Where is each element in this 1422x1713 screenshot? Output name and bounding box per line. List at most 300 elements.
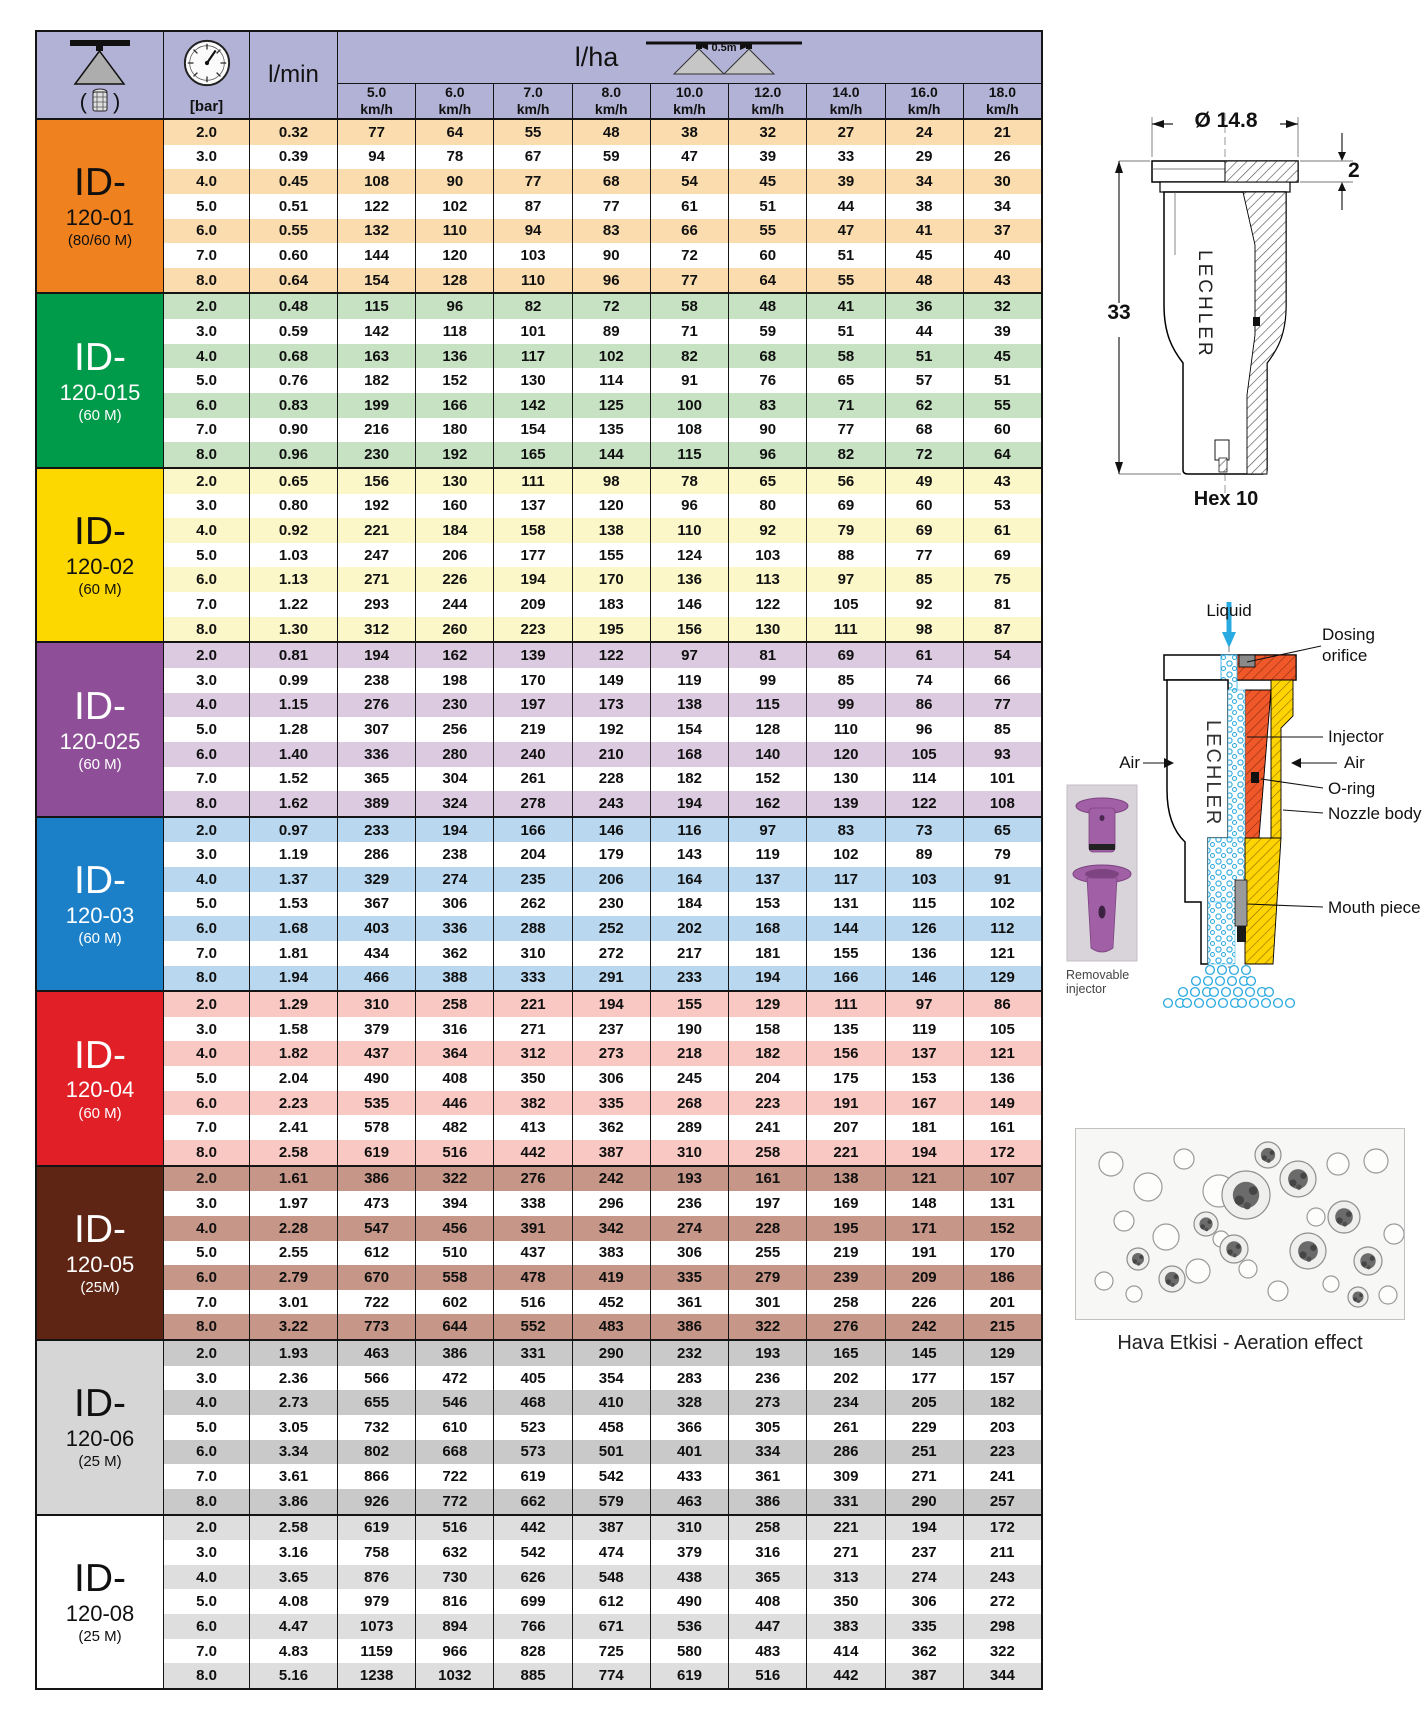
application-rate-value: 51 (728, 194, 806, 219)
application-rate-value: 32 (728, 120, 806, 145)
application-rate-value: 232 (650, 1341, 728, 1366)
application-rate-value: 490 (650, 1589, 728, 1614)
application-rate-value: 101 (493, 319, 571, 344)
flow-value: 1.19 (249, 842, 337, 867)
mouth-piece-label: Mouth piece (1328, 898, 1421, 917)
application-rate-value: 120 (806, 742, 884, 767)
application-rate-value: 828 (493, 1639, 571, 1664)
application-rate-value: 244 (415, 592, 493, 617)
application-rate-value: 364 (415, 1041, 493, 1066)
data-row (163, 867, 1041, 892)
application-rate-value: 192 (415, 442, 493, 467)
pressure-value: 7.0 (163, 1464, 249, 1489)
data-row (163, 966, 1041, 991)
application-rate-value: 177 (493, 543, 571, 568)
application-rate-value: 335 (885, 1614, 963, 1639)
application-rate-value: 408 (728, 1589, 806, 1614)
application-rate-value: 78 (415, 145, 493, 170)
application-rate-value: 558 (415, 1265, 493, 1290)
nozzle-tip-symbol (80, 88, 121, 115)
application-rate-value: 199 (337, 393, 415, 418)
pressure-value: 6.0 (163, 1265, 249, 1290)
application-rate-value: 209 (885, 1265, 963, 1290)
pressure-value: 3.0 (163, 1017, 249, 1042)
application-rate-value: 75 (963, 567, 1041, 592)
speed-column-header: 16.0 km/h (885, 84, 963, 118)
application-rate-value: 128 (415, 268, 493, 293)
injector-label: Injector (1328, 727, 1384, 746)
application-rate-value: 548 (572, 1565, 650, 1590)
application-rate-value: 258 (728, 1140, 806, 1165)
flow-value: 1.15 (249, 693, 337, 718)
application-rate-value: 483 (728, 1639, 806, 1664)
nozzle-id-label (37, 1167, 163, 1339)
pressure-value: 2.0 (163, 1341, 249, 1366)
application-rate-value: 69 (963, 543, 1041, 568)
application-rate-value: 239 (806, 1265, 884, 1290)
application-rate-value: 271 (493, 1017, 571, 1042)
data-row (163, 169, 1041, 194)
application-rate-value: 198 (415, 668, 493, 693)
application-rate-value: 120 (415, 243, 493, 268)
flow-value: 3.61 (249, 1464, 337, 1489)
nozzle-code: 120-02 (65, 554, 135, 580)
data-row (163, 1639, 1041, 1664)
rate-group-header (338, 32, 1041, 84)
application-rate-value: 115 (650, 442, 728, 467)
application-rate-value: 90 (572, 243, 650, 268)
nozzle-block-120-05 (37, 1165, 1041, 1339)
brand-text-drawing: LECHLER (1194, 250, 1215, 359)
nozzle-id-label (37, 818, 163, 990)
application-rate-value: 154 (337, 268, 415, 293)
application-rate-value: 55 (963, 393, 1041, 418)
application-rate-value: 894 (415, 1614, 493, 1639)
pressure-value: 8.0 (163, 966, 249, 991)
application-rate-value: 87 (493, 194, 571, 219)
application-rate-value: 24 (885, 120, 963, 145)
application-rate-value: 204 (728, 1066, 806, 1091)
application-rate-value: 49 (885, 469, 963, 494)
nozzle-variant: (25 M) (78, 1627, 122, 1645)
application-rate-value: 161 (728, 1167, 806, 1192)
application-rate-value: 138 (806, 1167, 884, 1192)
application-rate-value: 94 (337, 145, 415, 170)
application-rate-value: 105 (963, 1017, 1041, 1042)
edge-thickness-dimension-label: 2 (1348, 159, 1360, 182)
flow-value: 1.37 (249, 867, 337, 892)
application-rate-value: 1032 (415, 1663, 493, 1688)
nozzle-variant: (80/60 M) (67, 232, 133, 250)
application-rate-value: 129 (728, 992, 806, 1017)
application-rate-value: 516 (493, 1290, 571, 1315)
application-rate-value: 367 (337, 892, 415, 917)
application-rate-value: 69 (806, 494, 884, 519)
application-rate-value: 386 (337, 1167, 415, 1192)
application-rate-value: 201 (963, 1290, 1041, 1315)
application-rate-value: 204 (493, 842, 571, 867)
application-rate-value: 60 (728, 243, 806, 268)
pressure-value: 2.0 (163, 818, 249, 843)
application-rate-value: 62 (885, 393, 963, 418)
application-rate-value: 387 (885, 1663, 963, 1688)
application-rate-value: 143 (650, 842, 728, 867)
application-rate-value: 158 (728, 1017, 806, 1042)
application-rate-value: 382 (493, 1091, 571, 1116)
application-rate-value: 41 (885, 219, 963, 244)
data-row (163, 219, 1041, 244)
application-rate-value: 165 (493, 442, 571, 467)
application-rate-value: 452 (572, 1290, 650, 1315)
application-rate-value: 391 (493, 1216, 571, 1241)
air-left-label: Air (1119, 753, 1140, 772)
application-rate-value: 122 (728, 592, 806, 617)
data-row (163, 742, 1041, 767)
speed-column-header: 10.0 km/h (650, 84, 728, 118)
application-rate-value: 516 (728, 1663, 806, 1688)
data-row (163, 1191, 1041, 1216)
application-rate-value: 401 (650, 1440, 728, 1465)
application-rate-value: 79 (806, 518, 884, 543)
application-rate-value: 152 (415, 368, 493, 393)
nozzle-code: 120-015 (59, 379, 141, 405)
flow-value: 0.97 (249, 818, 337, 843)
nozzle-id-label (37, 992, 163, 1164)
application-rate-value: 671 (572, 1614, 650, 1639)
application-rate-value: 164 (650, 867, 728, 892)
application-rate-value: 233 (337, 818, 415, 843)
pressure-value: 6.0 (163, 1440, 249, 1465)
application-rate-value: 97 (885, 992, 963, 1017)
application-rate-value: 26 (963, 145, 1041, 170)
pressure-value: 7.0 (163, 592, 249, 617)
application-rate-value: 119 (885, 1017, 963, 1042)
application-rate-value: 81 (963, 592, 1041, 617)
open-paren: ( (79, 88, 87, 114)
application-rate-value: 181 (885, 1115, 963, 1140)
data-row (163, 1017, 1041, 1042)
application-rate-value: 51 (806, 243, 884, 268)
pressure-value: 8.0 (163, 617, 249, 642)
flow-value: 2.58 (249, 1516, 337, 1541)
application-rate-value: 979 (337, 1589, 415, 1614)
liquid-label: Liquid (1206, 601, 1252, 620)
flow-value: 0.39 (249, 145, 337, 170)
application-rate-value: 386 (415, 1341, 493, 1366)
application-rate-value: 238 (415, 842, 493, 867)
pressure-value: 7.0 (163, 1290, 249, 1315)
data-row (163, 1091, 1041, 1116)
application-rate-value: 306 (885, 1589, 963, 1614)
application-rate-value: 442 (493, 1140, 571, 1165)
application-rate-value: 48 (885, 268, 963, 293)
pressure-value: 7.0 (163, 941, 249, 966)
application-rate-value: 146 (572, 818, 650, 843)
pressure-value: 5.0 (163, 368, 249, 393)
flow-value: 1.29 (249, 992, 337, 1017)
o-ring-label: O-ring (1328, 779, 1376, 798)
flow-value: 2.41 (249, 1115, 337, 1140)
application-rate-value: 366 (650, 1415, 728, 1440)
application-rate-value: 105 (885, 742, 963, 767)
nozzle-id-label (37, 1516, 163, 1688)
application-rate-value: 218 (650, 1041, 728, 1066)
application-rate-value: 110 (493, 268, 571, 293)
application-rate-value: 172 (963, 1516, 1041, 1541)
data-row (163, 767, 1041, 792)
pressure-value: 7.0 (163, 243, 249, 268)
data-row (163, 1041, 1041, 1066)
application-rate-value: 155 (806, 941, 884, 966)
application-rate-value: 802 (337, 1440, 415, 1465)
application-rate-value: 242 (572, 1167, 650, 1192)
application-rate-value: 547 (337, 1216, 415, 1241)
nozzle-code: 120-06 (65, 1426, 135, 1452)
application-rate-value: 190 (650, 1017, 728, 1042)
nozzle-symbol-cell (37, 32, 163, 118)
application-rate-value: 110 (806, 717, 884, 742)
application-rate-value: 166 (806, 966, 884, 991)
data-row (163, 1440, 1041, 1465)
application-rate-value: 478 (493, 1265, 571, 1290)
application-rate-value: 86 (963, 992, 1041, 1017)
application-rate-value: 468 (493, 1390, 571, 1415)
application-rate-value: 74 (885, 668, 963, 693)
application-rate-value: 82 (650, 344, 728, 369)
application-rate-value: 44 (885, 319, 963, 344)
application-rate-value: 57 (885, 368, 963, 393)
application-rate-value: 170 (963, 1241, 1041, 1266)
data-row (163, 992, 1041, 1017)
nozzle-block-120-03 (37, 816, 1041, 990)
speed-column-header: 6.0 km/h (415, 84, 493, 118)
hex-size-label: Hex 10 (1193, 488, 1259, 510)
application-rate-value: 45 (728, 169, 806, 194)
application-rate-value: 483 (572, 1314, 650, 1339)
application-rate-value: 966 (415, 1639, 493, 1664)
application-rate-value: 312 (337, 617, 415, 642)
data-row (163, 1516, 1041, 1541)
application-rate-value: 310 (650, 1140, 728, 1165)
flow-value: 5.16 (249, 1663, 337, 1688)
pressure-value: 5.0 (163, 1241, 249, 1266)
data-row (163, 1216, 1041, 1241)
flow-value: 1.22 (249, 592, 337, 617)
application-rate-value: 362 (572, 1115, 650, 1140)
application-rate-value: 322 (728, 1314, 806, 1339)
application-rate-value: 85 (963, 717, 1041, 742)
data-row (163, 892, 1041, 917)
application-rate-value: 365 (337, 767, 415, 792)
application-rate-value: 193 (650, 1167, 728, 1192)
application-rate-value: 578 (337, 1115, 415, 1140)
spacing-label: 0.5m (711, 41, 737, 54)
application-rate-value: 463 (337, 1341, 415, 1366)
application-rate-value: 39 (963, 319, 1041, 344)
application-rate-value: 64 (963, 442, 1041, 467)
data-row (163, 1614, 1041, 1639)
flow-value: 1.58 (249, 1017, 337, 1042)
application-rate-value: 387 (572, 1140, 650, 1165)
application-rate-value: 119 (650, 668, 728, 693)
application-rate-value: 437 (337, 1041, 415, 1066)
pressure-value: 8.0 (163, 791, 249, 816)
data-row (163, 194, 1041, 219)
application-rate-value: 157 (963, 1366, 1041, 1391)
flow-value: 3.86 (249, 1489, 337, 1514)
removable-injector-label: Removable injector (1066, 968, 1130, 997)
application-rate-value: 296 (572, 1191, 650, 1216)
application-rate-value: 120 (572, 494, 650, 519)
application-rate-value: 516 (415, 1516, 493, 1541)
application-rate-value: 40 (963, 243, 1041, 268)
nozzle-block-120-01 (37, 120, 1041, 292)
nozzle-variant: (60 M) (78, 1104, 122, 1122)
data-row (163, 617, 1041, 642)
application-rate-value: 108 (963, 791, 1041, 816)
pressure-value: 8.0 (163, 1489, 249, 1514)
application-rate-value: 77 (885, 543, 963, 568)
application-rate-value: 446 (415, 1091, 493, 1116)
application-rate-value: 77 (806, 418, 884, 443)
application-rate-value: 463 (650, 1489, 728, 1514)
flow-value: 0.81 (249, 643, 337, 668)
application-rate-value: 336 (337, 742, 415, 767)
nozzle-block-120-02 (37, 467, 1041, 641)
application-rate-value: 142 (493, 393, 571, 418)
application-rate-value: 202 (650, 916, 728, 941)
data-row (163, 941, 1041, 966)
application-rate-value: 136 (415, 344, 493, 369)
air-right-label: Air (1344, 753, 1365, 772)
application-rate-value: 234 (806, 1390, 884, 1415)
application-rate-value: 89 (885, 842, 963, 867)
application-rate-value: 223 (963, 1440, 1041, 1465)
application-rate-value: 313 (806, 1565, 884, 1590)
data-row (163, 1663, 1041, 1688)
application-rate-value: 111 (806, 617, 884, 642)
data-row (163, 418, 1041, 443)
data-row (163, 717, 1041, 742)
pressure-value: 4.0 (163, 693, 249, 718)
application-rate-value: 79 (963, 842, 1041, 867)
flow-value: 0.65 (249, 469, 337, 494)
application-rate-value: 291 (572, 966, 650, 991)
nozzle-id-label (37, 469, 163, 641)
application-rate-value: 48 (728, 294, 806, 319)
flow-value: 1.30 (249, 617, 337, 642)
application-rate-value: 173 (572, 693, 650, 718)
application-rate-value: 82 (493, 294, 571, 319)
nozzle-variant: (60 M) (78, 581, 122, 599)
flow-column-header: l/min (249, 32, 337, 118)
application-rate-value: 170 (572, 567, 650, 592)
application-rate-value: 110 (650, 518, 728, 543)
application-rate-value: 309 (806, 1464, 884, 1489)
application-rate-value: 305 (728, 1415, 806, 1440)
application-rate-value: 96 (650, 494, 728, 519)
data-row (163, 1115, 1041, 1140)
flow-value: 0.64 (249, 268, 337, 293)
application-rate-value: 153 (728, 892, 806, 917)
application-rate-value: 142 (337, 319, 415, 344)
nozzle-tip-icon (90, 88, 110, 115)
application-rate-value: 97 (806, 567, 884, 592)
application-rate-value: 177 (885, 1366, 963, 1391)
application-rate-value: 124 (650, 543, 728, 568)
application-rate-value: 65 (728, 469, 806, 494)
application-rate-value: 183 (572, 592, 650, 617)
flow-value: 1.13 (249, 567, 337, 592)
application-rate-value: 230 (415, 693, 493, 718)
application-rate-value: 94 (493, 219, 571, 244)
pressure-value: 6.0 (163, 742, 249, 767)
application-rate-value: 101 (963, 767, 1041, 792)
speed-header-row (338, 84, 1041, 118)
application-rate-value: 732 (337, 1415, 415, 1440)
application-rate-value: 242 (885, 1314, 963, 1339)
application-rate-value: 137 (885, 1041, 963, 1066)
application-rate-value: 167 (885, 1091, 963, 1116)
application-rate-value: 77 (963, 693, 1041, 718)
application-rate-value: 579 (572, 1489, 650, 1514)
application-rate-value: 102 (963, 892, 1041, 917)
pressure-value: 5.0 (163, 1415, 249, 1440)
data-row (163, 518, 1041, 543)
application-rate-value: 83 (806, 818, 884, 843)
nozzle-prefix: ID- (74, 684, 126, 728)
nozzle-id-label (37, 1341, 163, 1513)
application-rate-value: 130 (728, 617, 806, 642)
pressure-value: 7.0 (163, 767, 249, 792)
application-rate-value: 490 (337, 1066, 415, 1091)
application-rate-value: 73 (885, 818, 963, 843)
application-rate-value: 354 (572, 1366, 650, 1391)
application-rate-value: 542 (572, 1464, 650, 1489)
application-rate-value: 136 (963, 1066, 1041, 1091)
pressure-value: 4.0 (163, 344, 249, 369)
application-rate-value: 324 (415, 791, 493, 816)
flow-value: 1.94 (249, 966, 337, 991)
application-rate-value: 546 (415, 1390, 493, 1415)
application-rate-value: 117 (493, 344, 571, 369)
application-rate-value: 115 (885, 892, 963, 917)
application-rate-value: 119 (728, 842, 806, 867)
application-rate-value: 115 (728, 693, 806, 718)
flow-value: 1.97 (249, 1191, 337, 1216)
application-rate-value: 580 (650, 1639, 728, 1664)
speed-column-header: 7.0 km/h (493, 84, 571, 118)
application-rate-value: 362 (415, 941, 493, 966)
pressure-value: 5.0 (163, 543, 249, 568)
application-rate-value: 156 (337, 469, 415, 494)
pressure-value: 6.0 (163, 219, 249, 244)
application-rate-value: 51 (885, 344, 963, 369)
data-row (163, 1341, 1041, 1366)
application-rate-value: 102 (806, 842, 884, 867)
application-rate-value: 184 (650, 892, 728, 917)
application-rate-value: 154 (493, 418, 571, 443)
application-rate-value: 456 (415, 1216, 493, 1241)
aeration-effect-photo (1075, 1128, 1405, 1320)
nozzle-prefix: ID- (74, 1207, 126, 1251)
application-rate-value: 289 (650, 1115, 728, 1140)
application-rate-value: 135 (806, 1017, 884, 1042)
application-rate-value: 258 (806, 1290, 884, 1315)
application-rate-value: 116 (650, 818, 728, 843)
data-row (163, 1167, 1041, 1192)
data-row (163, 494, 1041, 519)
